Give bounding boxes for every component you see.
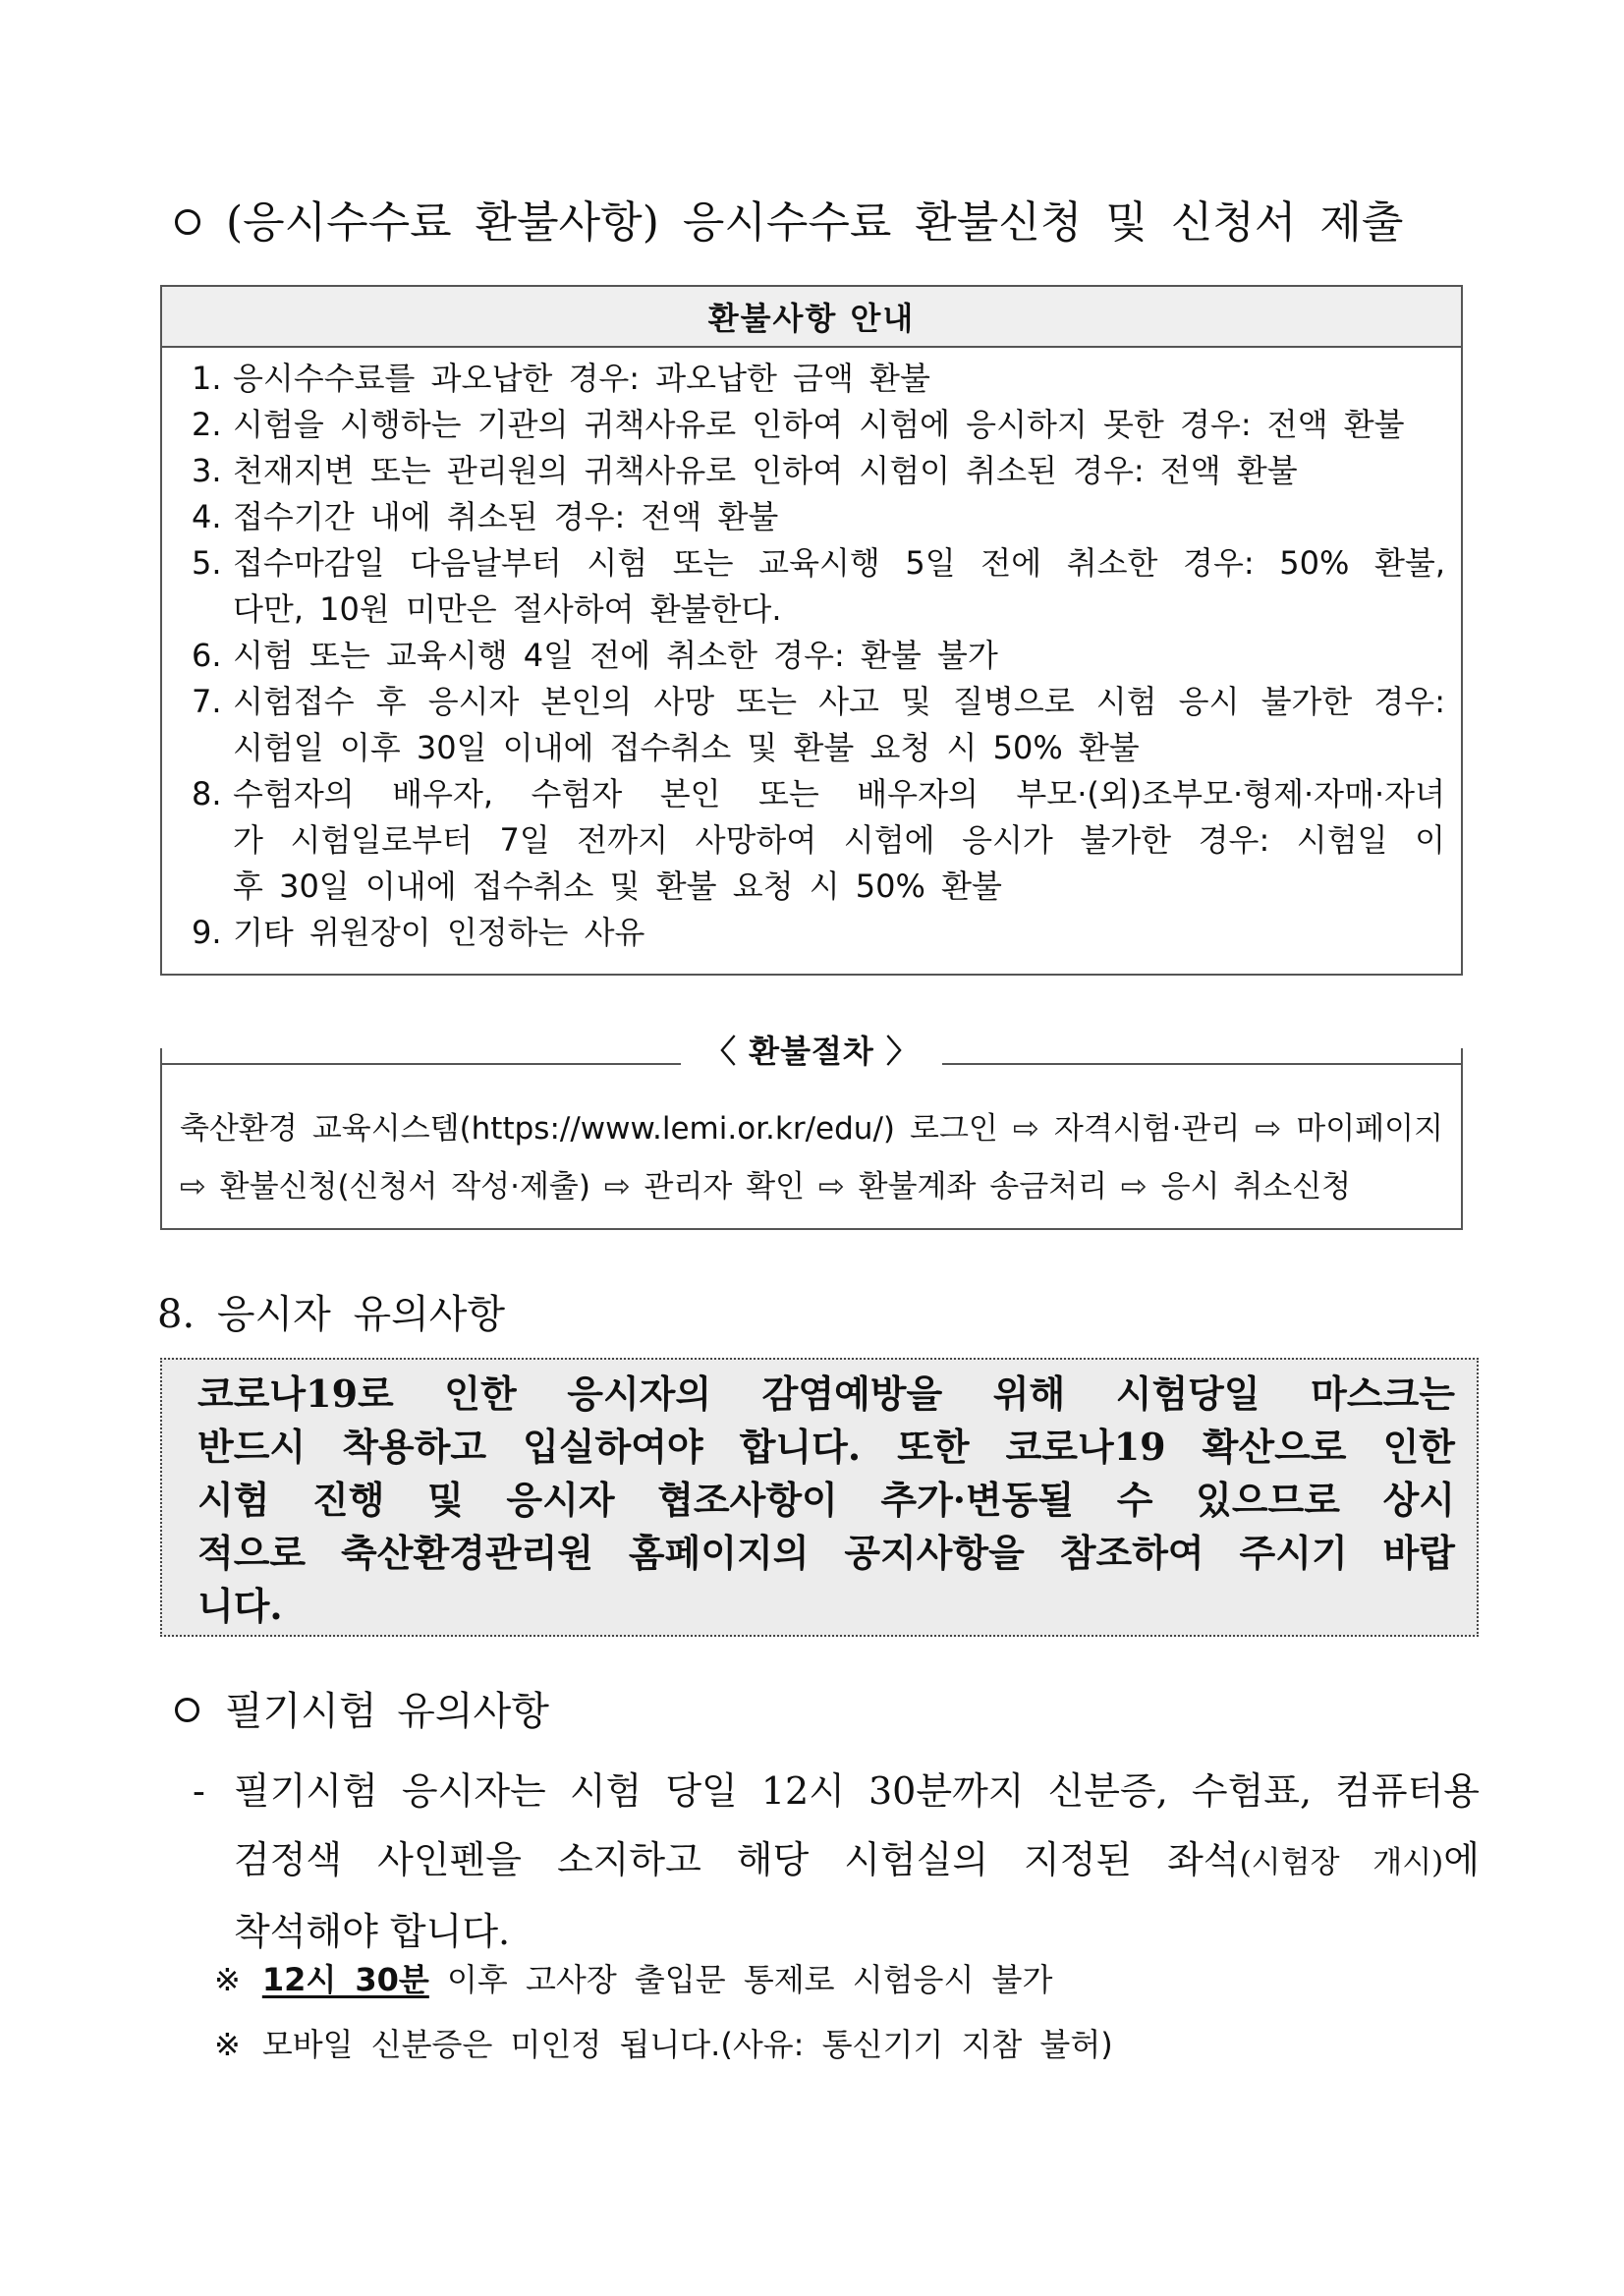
procedure-step: 자격시험·관리 <box>1053 1111 1241 1147</box>
refund-item <box>192 448 1445 494</box>
refund-item <box>192 633 1445 679</box>
paragraph-line: 착석해야 합니다. <box>234 1910 511 1953</box>
refund-item-number: 7. <box>192 683 222 720</box>
procedure-step: 축산환경 교육시스템(https://www.lemi.or.kr/edu/) 로그인 <box>180 1111 998 1147</box>
refund-heading-text: (응시수수료 환불사항) 응시수수료 환불신청 및 신청서 제출 <box>226 197 1404 248</box>
notice-line: 시험 진행 및 응시자 협조사항이 추가·변동될 수 있으므로 상시 <box>197 1478 1455 1522</box>
refund-procedure-line-2 <box>180 1157 1443 1215</box>
procedure-step: 관리자 확인 <box>644 1169 806 1204</box>
refund-item-number: 3. <box>192 452 222 489</box>
refund-item-text: 시험 또는 교육시행 4일 전에 취소한 경우: 환불 불가 <box>233 637 998 674</box>
reference-mark: ※ <box>214 2026 241 2063</box>
refund-item-text: 시험을 시행하는 기관의 귀책사유로 인하여 시험에 응시하지 못한 경우: 전액 환불 <box>233 406 1405 443</box>
arrow-right-icon: ⇨ <box>1120 1167 1148 1204</box>
notice-line: 반드시 착용하고 입실하여야 합니다. 또한 코로나19 확산으로 인한 <box>197 1425 1455 1469</box>
written-exam-paragraph <box>193 1757 1480 1966</box>
refund-item-number: 8. <box>192 775 222 812</box>
refund-item-text: 후 30일 이내에 접수취소 및 환불 요청 시 50% 환불 <box>233 868 1002 905</box>
refund-item-number: 2. <box>192 406 222 443</box>
refund-item-text: 가 시험일로부터 7일 전까지 사망하여 시험에 응시가 불가한 경우: 시험일 이 <box>233 821 1445 859</box>
refund-item <box>192 402 1445 448</box>
procedure-step: 환불신청(신청서 작성·제출) <box>219 1169 590 1204</box>
refund-item-text: 시험접수 후 응시자 본인의 사망 또는 사고 및 질병으로 시험 응시 불가한 경우: <box>233 683 1445 720</box>
refund-item <box>192 494 1445 540</box>
refund-procedure-box <box>160 1048 1463 1230</box>
refund-item-text: 응시수수료를 과오납한 경우: 과오납한 금액 환불 <box>233 360 930 397</box>
refund-item-number: 6. <box>192 637 222 674</box>
paragraph-line: 필기시험 응시자는 시험 당일 12시 30분까지 신분증, 수험표, 컴퓨터용 <box>234 1769 1480 1813</box>
refund-item-text: 기타 위원장이 인정하는 사유 <box>233 914 645 951</box>
dash-bullet: - <box>193 1769 205 1813</box>
paragraph-line <box>234 1825 1480 1897</box>
refund-info-list <box>162 348 1461 956</box>
refund-info-title: 환불사항 안내 <box>162 287 1461 348</box>
arrow-right-icon: ⇨ <box>817 1167 845 1204</box>
refund-item-text: 천재지변 또는 관리원의 귀책사유로 인하여 시험이 취소된 경우: 전액 환불 <box>233 452 1298 489</box>
refund-item-text: 접수기간 내에 취소된 경우: 전액 환불 <box>233 498 779 535</box>
note-text: 이후 고사장 출입문 통제로 시험응시 불가 <box>447 1961 1053 1998</box>
refund-item <box>192 356 1445 402</box>
refund-item-number: 1. <box>192 360 222 397</box>
arrow-right-icon: ⇨ <box>1012 1109 1039 1147</box>
arrow-right-icon: ⇨ <box>603 1167 631 1204</box>
paragraph-paren: (시험장 개시) <box>1239 1845 1444 1880</box>
section-title: 8. 응시자 유의사항 <box>157 1292 506 1337</box>
refund-item <box>192 910 1445 956</box>
note-mobile-id <box>214 2020 1113 2065</box>
refund-item-number: 4. <box>192 498 222 535</box>
note-text: 모바일 신분증은 미인정 됩니다.(사유: 통신기기 지참 불허) <box>261 2026 1113 2063</box>
refund-item <box>192 771 1445 910</box>
notice-line: 적으로 축산환경관리원 홈페이지의 공지사항을 참조하여 주시기 바랍 <box>197 1531 1455 1575</box>
paragraph-text: 검정색 사인펜을 소지하고 해당 시험실의 지정된 좌석 <box>234 1838 1240 1881</box>
procedure-step: 마이페이지 <box>1296 1111 1444 1147</box>
refund-item-text: 시험일 이후 30일 이내에 접수취소 및 환불 요청 시 50% 환불 <box>233 729 1140 766</box>
procedure-step: 응시 취소신청 <box>1160 1169 1352 1204</box>
note-entry-time <box>214 1955 1052 2000</box>
paragraph-text: 에 <box>1443 1838 1480 1881</box>
notice-line: 니다. <box>197 1584 283 1628</box>
circle-bullet-icon <box>175 209 200 235</box>
written-exam-title: 필기시험 유의사항 <box>225 1689 549 1734</box>
refund-procedure-line-1 <box>180 1099 1443 1157</box>
refund-item <box>192 540 1445 633</box>
refund-info-box <box>160 285 1463 976</box>
reference-mark: ※ <box>214 1961 241 1998</box>
refund-item-text: 수험자의 배우자, 수험자 본인 또는 배우자의 부모·(외)조부모·형제·자매·자녀 <box>233 775 1445 812</box>
arrow-right-icon: ⇨ <box>180 1167 206 1204</box>
refund-item-number: 5. <box>192 544 222 582</box>
refund-item-text: 다만, 10원 미만은 절사하여 환불한다. <box>233 590 782 628</box>
refund-procedure-title: 〈 환불절차 〉 <box>704 1033 919 1070</box>
procedure-step: 환불계좌 송금처리 <box>858 1169 1108 1204</box>
notice-line: 코로나19로 인한 응시자의 감염예방을 위해 시험당일 마스크는 <box>197 1372 1455 1416</box>
refund-item <box>192 679 1445 771</box>
arrow-right-icon: ⇨ <box>1255 1109 1282 1147</box>
note-highlight: 12시 30분 <box>261 1961 429 1998</box>
refund-item-text: 접수마감일 다음날부터 시험 또는 교육시행 5일 전에 취소한 경우: 50% 환불, <box>233 544 1445 582</box>
circle-bullet-icon <box>175 1698 199 1722</box>
refund-heading <box>175 187 1403 250</box>
covid-notice-box <box>160 1358 1479 1637</box>
refund-item-number: 9. <box>192 914 222 951</box>
written-exam-heading <box>175 1680 549 1736</box>
